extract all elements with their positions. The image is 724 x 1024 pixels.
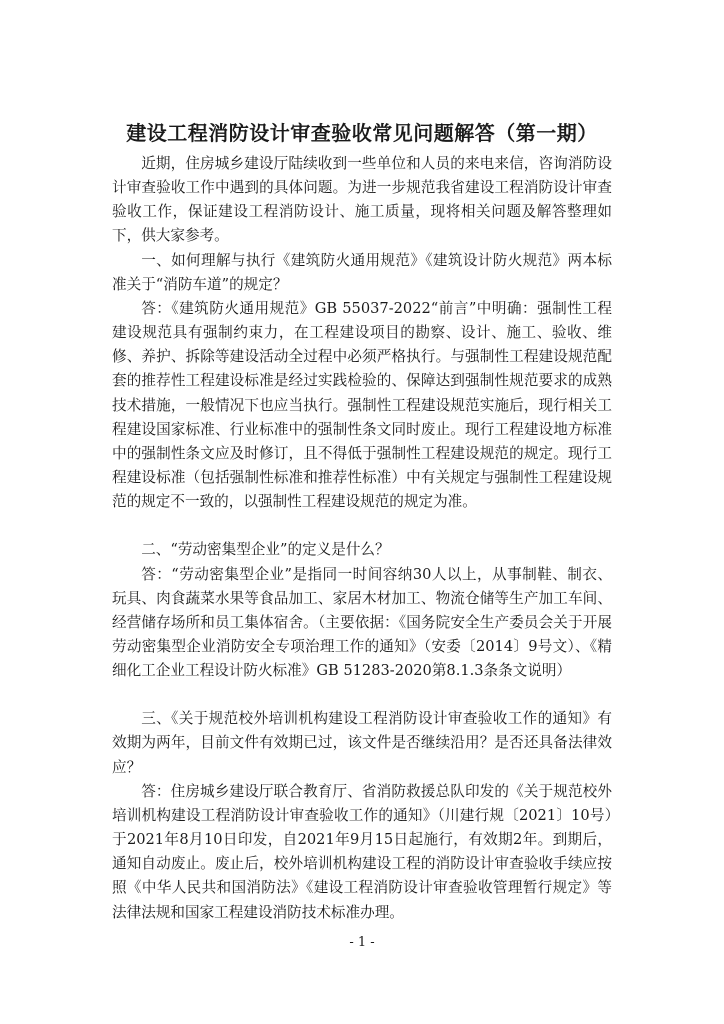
question-3: 三、《关于规范校外培训机构建设工程消防设计审查验收工作的通知》有效期为两年，目前文件有效期已过，该文件是否继续沿用？是否还具备法律效应？ bbox=[112, 710, 612, 776]
answer-2: 答：“劳动密集型企业”是指同一时间容纳30人以上，从事制鞋、制衣、玩具、肉食蔬菜水果等食品加工、家居木材加工、物流仓储等生产加工车间、经营储存场所和员工集体宿舍。（主要依据：《国务院安全生产委员会关于开展劳动密集型企业消防安全专项治理工作的通知》（安委〔2014〕9号文）、《精细化工企业工程设计防火标准》GB 51283-2020第8.1.3条条文说明） bbox=[112, 565, 612, 680]
document-body bbox=[112, 152, 612, 925]
section-gap bbox=[112, 514, 612, 538]
question-1: 一、如何理解与执行《建筑防火通用规范》《建筑设计防火规范》两本标准关于“消防车道”的规定？ bbox=[112, 251, 612, 293]
document-title: 建设工程消防设计审查验收常见问题解答（第一期） bbox=[126, 121, 598, 145]
question-2: 二、“劳动密集型企业”的定义是什么？ bbox=[141, 541, 390, 559]
page-number: - 1 - bbox=[349, 935, 375, 950]
answer-3: 答：住房城乡建设厅联合教育厅、省消防救援总队印发的《关于规范校外培训机构建设工程消防设计审查验收工作的通知》（川建行规〔2021〕10号）于2021年8月10日印发，自2021年9月15日起施行，有效期2年。到期后，通知自动废止。废止后，校外培训机构建设工程的消防设计审查验收手续应按照《中华人民共和国消防法》《建设工程消防设计审查验收管理暂行规定》等法律法规和国家工程建设消防技术标准办理。 bbox=[112, 782, 612, 921]
section-gap bbox=[112, 683, 612, 707]
answer-1: 答：《建筑防火通用规范》GB 55037-2022“前言”中明确：强制性工程建设规范具有强制约束力，在工程建设项目的勘察、设计、施工、验收、维修、养护、拆除等建设活动全过程中必须严格执行。与强制性工程建设规范配套的推荐性工程建设标准是经过实践检验的、保障达到强制性规范要求的成熟技术措施，一般情况下也应当执行。强制性工程建设规范实施后，现行相关工程建设国家标准、行业标准中的强制性条文同时废止。现行工程建设地方标准中的强制性条文应及时修订，且不得低于强制性工程建设规范的规定。现行工程建设标准（包括强制性标准和推荐性标准）中有关规定与强制性工程建设规范的规定不一致的，以强制性工程建设规范的规定为准。 bbox=[112, 299, 612, 511]
intro-paragraph: 近期，住房城乡建设厅陆续收到一些单位和人员的来电来信，咨询消防设计审查验收工作中遇到的具体问题。为进一步规范我省建设工程消防设计审查验收工作，保证建设工程消防设计、施工质量，现将相关问题及解答整理如下，供大家参考。 bbox=[112, 155, 612, 245]
